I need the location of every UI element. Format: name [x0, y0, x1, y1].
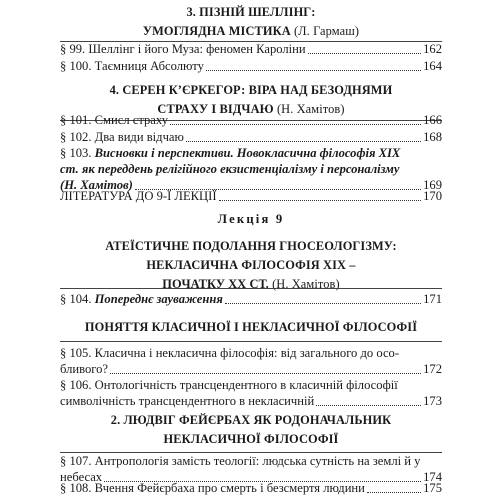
section-1-heading — [60, 318, 442, 337]
toc-entry-page: 175 — [423, 481, 442, 495]
divider — [60, 341, 442, 342]
section-3-title-line2 — [60, 22, 442, 41]
section-4-title-text: СТРАХУ І ВІДЧАЮ — [157, 102, 274, 116]
section-3-title-line1: 3. ПІЗНІЙ ШЕЛЛІНГ: — [186, 5, 316, 19]
toc-entry-number: § 104. — [60, 292, 92, 306]
toc-entry-label: символічність трансцендентного в некласичній — [60, 394, 315, 408]
toc-entry-label: § 102. Два види відчаю — [60, 130, 184, 144]
dot-leader — [170, 124, 421, 125]
section-2-heading — [60, 411, 442, 449]
divider — [60, 288, 442, 289]
toc-entry-104[interactable] — [60, 291, 442, 307]
section-2-title-line1: 2. ЛЮДВІГ ФЕЙЄРБАХ ЯК РОДОНАЧАЛЬНИК — [110, 413, 392, 427]
toc-entry-105[interactable] — [60, 345, 442, 377]
toc-entry-label: Висновки і перспективи. Новокласична філософія XIX — [94, 146, 401, 160]
toc-entry-page: 164 — [423, 59, 442, 73]
toc-entry-page: 166 — [423, 113, 442, 127]
toc-entry-label: § 100. Таємниця Абсолюту — [60, 59, 204, 73]
toc-entry-label: ЛІТЕРАТУРА ДО 9-Ї ЛЕКЦІЇ — [60, 189, 217, 203]
dot-leader — [186, 141, 421, 142]
toc-entry-106-line2 — [60, 393, 442, 409]
dot-leader — [367, 492, 421, 493]
chapter-heading — [60, 237, 442, 294]
toc-entry-103[interactable] — [60, 145, 442, 193]
dot-leader — [206, 70, 421, 71]
section-3-author: (Л. Гармаш) — [293, 24, 360, 38]
toc-entry-page: 174 — [423, 470, 442, 484]
toc-entry-page: 172 — [423, 362, 442, 376]
chapter-title-line1: АТЕЇСТИЧНЕ ПОДОЛАННЯ ГНОСЕОЛОГІЗМУ: — [105, 239, 397, 253]
toc-entry-label: § 101. Смисл страху — [60, 113, 169, 127]
chapter-title-text: ПОЧАТКУ XX СТ. — [162, 277, 269, 291]
toc-entry-106-line1: § 106. Онтологічність трансцендентного в класичній філософії — [60, 378, 398, 392]
section-4-author: (Н. Хамітов) — [276, 102, 345, 116]
section-4-title-line1: 4. СЕРЕН К’ЄРКЕГОР: ВІРА НАД БЕЗОДНЯМИ — [109, 83, 393, 97]
toc-entry-label: § 99. Шеллінг і його Муза: феномен Кароліни — [60, 42, 306, 56]
toc-entry-103-line2: ст. як переддень релігійного екзистенціалізму і персоналізму — [60, 162, 400, 176]
toc-entry-108[interactable] — [60, 480, 442, 496]
toc-entry-101[interactable] — [60, 112, 442, 128]
chapter-author: (Н. Хамітов) — [272, 277, 340, 291]
toc-entry-106[interactable] — [60, 377, 442, 409]
toc-entry-label: § 108. Вчення Фейєрбаха про смерть і безсмертя людини — [60, 481, 365, 495]
toc-entry-103-line1 — [60, 145, 442, 161]
toc-entry-number: § 103. — [60, 146, 92, 160]
toc-entry-105-line1: § 105. Класична і некласична філософія: від загального до осо- — [60, 346, 400, 360]
toc-entry-literature[interactable] — [60, 188, 442, 204]
dot-leader — [110, 373, 421, 374]
toc-entry-author: (Н. Хамітов) — [60, 178, 133, 192]
section-3-title-text: УМОГЛЯДНА МІСТИКА — [142, 24, 291, 38]
dot-leader — [308, 53, 421, 54]
section-1-title: ПОНЯТТЯ КЛАСИЧНОЇ І НЕКЛАСИЧНОЇ ФІЛОСОФІЇ — [84, 320, 418, 334]
section-3-heading — [60, 3, 442, 41]
toc-entry-page: 173 — [423, 394, 442, 408]
toc-entry-page: 168 — [423, 130, 442, 144]
section-2-title-line2: НЕКЛАСИЧНОЇ ФІЛОСОФІЇ — [163, 432, 339, 446]
toc-entry-label: небесах — [60, 470, 103, 484]
toc-entry-99[interactable] — [60, 41, 442, 57]
toc-entry-page: 171 — [423, 292, 442, 306]
chapter-title-line2: НЕКЛАСИЧНА ФІЛОСОФІЯ XIX – — [146, 258, 356, 272]
toc-entry-page: 169 — [423, 178, 442, 192]
dot-leader — [316, 405, 421, 406]
toc-entry-page: 170 — [423, 189, 442, 203]
lecture-heading: Лекція 9 — [217, 212, 285, 226]
toc-entry-100[interactable] — [60, 58, 442, 74]
toc-entry-102[interactable] — [60, 129, 442, 145]
toc-entry-page: 162 — [423, 42, 442, 56]
toc-entry-label — [60, 291, 223, 307]
toc-entry-107-line1: § 107. Антропологія замість теології: людська сутність на землі й у — [60, 454, 421, 468]
toc-entry-title: Попереднє зауваження — [94, 292, 223, 306]
toc-entry-105-line2 — [60, 361, 442, 377]
toc-entry-label: бливого? — [60, 362, 109, 376]
dot-leader — [219, 200, 422, 201]
dot-leader — [225, 303, 421, 304]
